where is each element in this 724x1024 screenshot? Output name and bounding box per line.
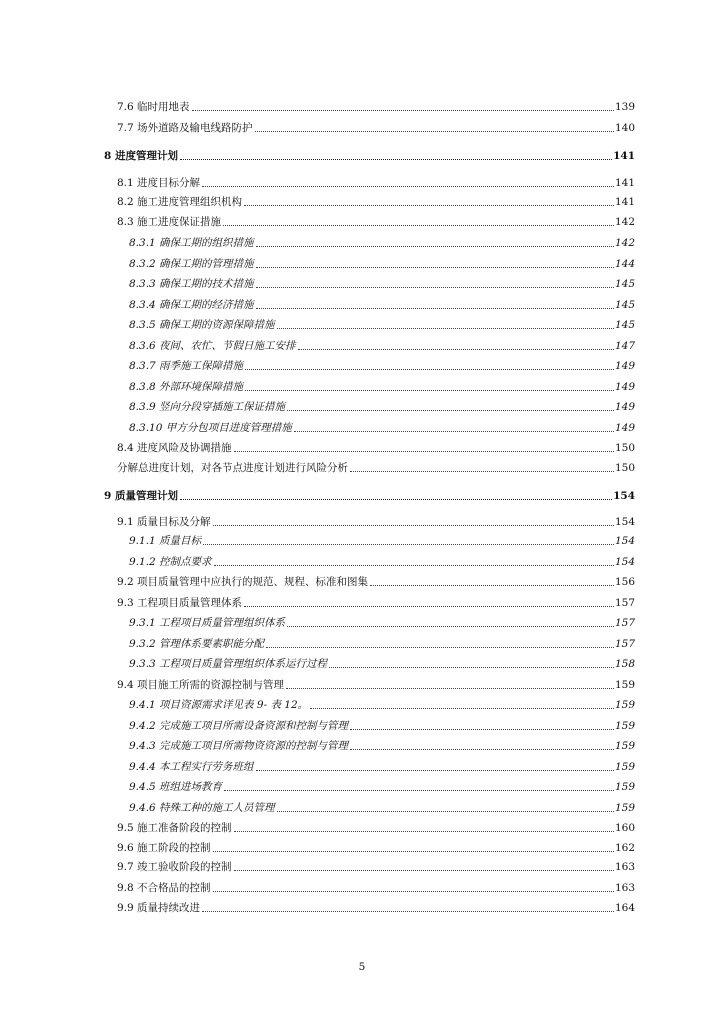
toc-entry[interactable] [129,635,635,651]
page-number: 5 [358,961,366,973]
toc-entry-title: 9.1 质量目标及分解 [117,516,211,528]
dot-leader [180,159,612,160]
toc-entry[interactable] [129,737,635,753]
toc-entry-title: 9.1.2 控制点要求 [129,556,212,568]
toc-entry-page-number: 147 [614,340,635,352]
dot-leader [287,410,614,411]
dot-leader [255,131,614,132]
dot-leader [256,287,614,288]
dot-leader [298,349,614,350]
toc-entry-title: 9.3.3 工程项目质量管理组织体系运行过程 [129,658,328,670]
dot-leader [350,729,614,730]
dot-leader [277,811,614,812]
toc-entry-page-number: 163 [614,882,635,894]
toc-entry-page-number: 139 [614,101,635,113]
toc-entry[interactable] [117,819,635,835]
toc-entry[interactable] [129,316,635,332]
toc-entry-title: 8.3.6 夜间、农忙、节假日施工安排 [129,340,296,352]
toc-entry-page-number: 141 [613,150,635,162]
toc-entry-page-number: 142 [614,216,635,228]
dot-leader [350,471,614,472]
toc-entry-page-number: 163 [614,861,635,873]
dot-leader [370,585,614,586]
toc-entry[interactable] [117,676,635,692]
toc-entry-page-number: 156 [614,576,635,588]
toc-entry-page-number: 159 [614,679,635,691]
toc-entry-title: 9.9 质量持续改进 [117,902,201,914]
toc-entry[interactable] [129,696,635,712]
toc-entry[interactable] [129,296,635,312]
toc-entry-page-number: 141 [614,196,635,208]
toc-entry-title: 8.3.3 确保工期的技术措施 [129,278,254,290]
toc-entry-page-number: 154 [613,490,635,502]
dot-leader [256,770,614,771]
dot-leader [180,499,612,500]
toc-entry[interactable] [117,193,635,209]
toc-entry-page-number: 159 [614,802,635,814]
toc-entry[interactable] [129,758,635,774]
toc-entry-page-number: 149 [614,401,635,413]
toc-entry[interactable] [129,275,635,291]
dot-leader [213,525,614,526]
toc-chapter-entry[interactable] [104,147,635,163]
toc-entry[interactable] [129,655,635,671]
toc-entry-page-number: 145 [614,278,635,290]
toc-entry[interactable] [117,459,635,475]
dot-leader [245,369,614,370]
toc-entry[interactable] [117,513,635,529]
toc-entry-page-number: 150 [614,442,635,454]
toc-entry-title: 8.3 施工进度保证措施 [117,216,222,228]
toc-entry-page-number: 149 [614,381,635,393]
toc-entry[interactable] [129,553,635,569]
dot-leader [202,186,614,187]
dot-leader [202,911,614,912]
toc-entry-title: 8.3.4 确保工期的经济措施 [129,299,254,311]
toc-entry-title: 8.4 进度风险及协调措施 [117,442,232,454]
dot-leader [244,606,614,607]
toc-entry-page-number: 145 [614,319,635,331]
toc-entry-title: 9.6 施工阶段的控制 [117,842,211,854]
toc-entry[interactable] [129,378,635,394]
toc-entry-title: 8.3.7 雨季施工保障措施 [129,360,244,372]
toc-entry-page-number: 142 [614,237,635,249]
toc-entry-page-number: 141 [614,177,635,189]
toc-entry-page-number: 150 [614,462,635,474]
dot-leader [224,790,614,791]
toc-entry[interactable] [129,357,635,373]
toc-entry-title: 9.7 竣工验收阶段的控制 [117,861,232,873]
dot-leader [244,205,614,206]
toc-entry[interactable] [117,439,635,455]
dot-leader [287,626,614,627]
dot-leader [234,451,614,452]
toc-entry-page-number: 159 [614,699,635,711]
dot-leader [266,647,614,648]
dot-leader [223,225,614,226]
toc-entry-page-number: 145 [614,299,635,311]
toc-entry[interactable] [117,879,635,895]
toc-entry-title: 9.3.1 工程项目质量管理组织体系 [129,617,286,629]
toc-entry-page-number: 149 [614,360,635,372]
dot-leader [286,688,614,689]
toc-entry-title: 9.2 项目质量管理中应执行的规范、规程、标准和图集 [117,576,369,588]
dot-leader [234,831,614,832]
toc-entry-title: 7.6 临时用地表 [117,101,190,113]
dot-leader [192,110,614,111]
toc-entry[interactable] [129,717,635,733]
toc-entry[interactable] [129,337,635,353]
toc-entry[interactable] [129,614,635,630]
toc-entry-page-number: 149 [614,422,635,434]
dot-leader [310,708,614,709]
toc-entry-page-number: 160 [614,822,635,834]
toc-entry-title: 分解总进度计划，对各节点进度计划进行风险分析 [117,462,348,474]
toc-entry[interactable] [129,398,635,414]
toc-entry-page-number: 154 [614,516,635,528]
dot-leader [214,565,614,566]
toc-entry-title: 9.4.5 班组进场教育 [129,781,223,793]
toc-entry[interactable] [117,594,635,610]
toc-entry-page-number: 158 [614,658,635,670]
toc-entry[interactable] [117,899,635,915]
dot-leader [234,870,614,871]
toc-entry-title: 9.4.3 完成施工项目所需物资资源的控制与管理 [129,740,349,752]
toc-entry[interactable] [117,213,635,229]
dot-leader [350,749,614,750]
dot-leader [294,431,614,432]
dot-leader [213,851,614,852]
toc-entry[interactable] [129,234,635,250]
toc-entry-page-number: 159 [614,761,635,773]
toc-entry[interactable] [129,799,635,815]
toc-entry-title: 8 进度管理计划 [104,150,178,162]
toc-entry-page-number: 157 [614,638,635,650]
toc-entry[interactable] [117,839,635,855]
toc-entry-title: 8.3.10 甲方分包项目进度管理措施 [129,422,292,434]
toc-entry-title: 9.5 施工准备阶段的控制 [117,822,232,834]
toc-entry-page-number: 164 [614,902,635,914]
toc-entry-title: 8.3.1 确保工期的组织措施 [129,237,254,249]
toc-entry-title: 9.4 项目施工所需的资源控制与管理 [117,679,285,691]
toc-entry-page-number: 157 [614,617,635,629]
toc-entry-page-number: 159 [614,781,635,793]
toc-entry-page-number: 159 [614,740,635,752]
toc-entry[interactable] [117,174,635,190]
toc-entry-page-number: 157 [614,597,635,609]
toc-entry[interactable] [117,98,635,114]
toc-entry-page-number: 144 [614,258,635,270]
dot-leader [203,544,614,545]
dot-leader [277,328,614,329]
toc-entry-page-number: 159 [614,720,635,732]
dot-leader [256,308,614,309]
toc-entry-page-number: 154 [614,535,635,547]
dot-leader [329,667,614,668]
toc-entry-title: 8.3.2 确保工期的管理措施 [129,258,254,270]
toc-entry[interactable] [117,858,635,874]
toc-entry-title: 7.7 场外道路及输电线路防护 [117,122,253,134]
toc-entry-title: 9.1.1 质量目标 [129,535,202,547]
toc-entry[interactable] [129,255,635,271]
dot-leader [245,390,614,391]
toc-entry[interactable] [129,778,635,794]
toc-entry[interactable] [129,419,635,435]
toc-entry[interactable] [117,119,635,135]
toc-entry-title: 9.8 不合格品的控制 [117,882,211,894]
toc-entry[interactable] [129,532,635,548]
dot-leader [256,246,614,247]
toc-entry-page-number: 140 [614,122,635,134]
toc-entry-title: 9.4.6 特殊工种的施工人员管理 [129,802,275,814]
toc-entry-title: 8.1 进度目标分解 [117,177,201,189]
toc-entry-title: 9 质量管理计划 [104,490,178,502]
toc-entry-title: 8.3.9 竖向分段穿插施工保证措施 [129,401,286,413]
toc-entry-page-number: 154 [614,556,635,568]
toc-entry-title: 9.4.4 本工程实行劳务班组 [129,761,254,773]
toc-entry-title: 8.2 施工进度管理组织机构 [117,196,243,208]
toc-chapter-entry[interactable] [104,487,635,503]
toc-entry-title: 8.3.8 外部环境保障措施 [129,381,244,393]
toc-entry-title: 8.3.5 确保工期的资源保障措施 [129,319,275,331]
toc-entry-title: 9.3.2 管理体系要素职能分配 [129,638,265,650]
toc-entry-page-number: 162 [614,842,635,854]
toc-entry-title: 9.4.2 完成施工项目所需设备资源和控制与管理 [129,720,349,732]
dot-leader [213,891,614,892]
toc-entry-title: 9.3 工程项目质量管理体系 [117,597,243,609]
toc-entry-title: 9.4.1 项目资源需求详见表 9- 表 12。 [129,699,309,711]
toc-entry[interactable] [117,573,635,589]
dot-leader [256,267,614,268]
